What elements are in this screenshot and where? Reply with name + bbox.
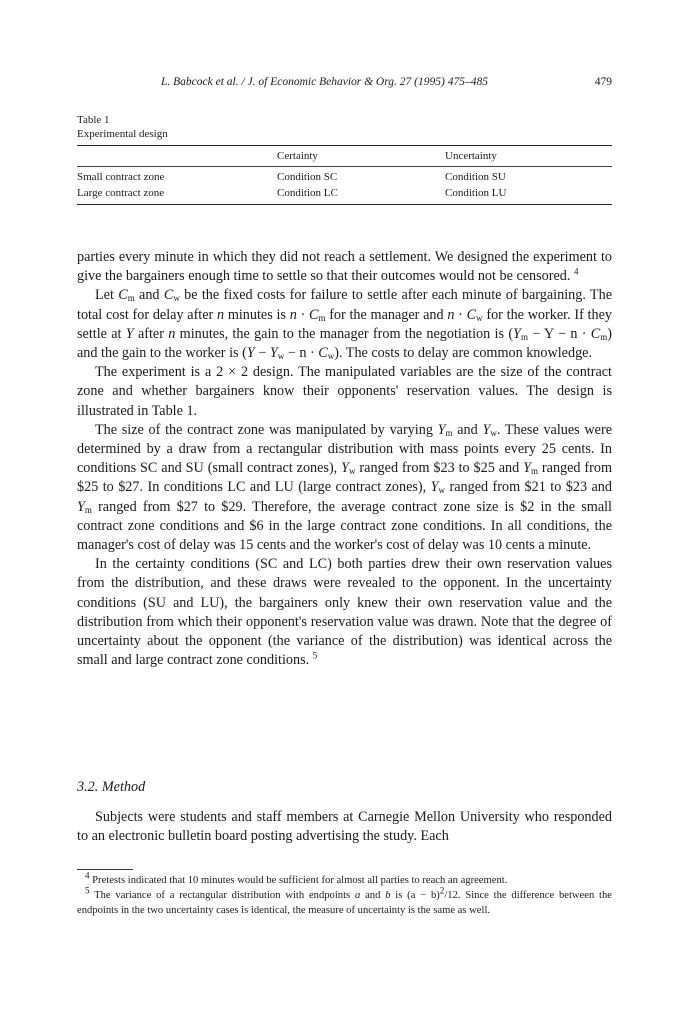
paragraph: parties every minute in which they did not reach a settlement. We designed the experiment to give the bargainers enough time to settle so that their outcomes would not be censored. $^4$ (77, 249, 612, 285)
table-header-rule (77, 166, 612, 167)
table-row (77, 170, 612, 184)
column-header: Uncertainty (445, 150, 497, 162)
paragraph: In the certainty conditions (SC and LC) both parties drew their own reservation values from the distribution, and these draws were revealed to the opponent. In the uncertainty conditions (SU and LU), the bargainers only knew their own reservation value and the distribution from which their opponent's reservation value was drawn. Note that the degree of uncertainty about the opponent (the variance of the distribution) was identical across the small and large contract zone conditions. $^5$ (77, 556, 612, 669)
section-body (77, 808, 612, 846)
footnote-ref: 5 (312, 650, 318, 661)
paragraph: Subjects were students and staff members at Carnegie Mellon University who responded to an electronic bulletin board posting advertising the study. Each (77, 809, 612, 845)
running-head-title: L. Babcock et al. / J. of Economic Behavior & Org. 27 (1995) 475–485 (161, 76, 488, 88)
footnote-ref: 4 (573, 266, 579, 277)
footnotes (77, 870, 612, 918)
row-label: Small contract zone (77, 171, 165, 183)
table-cell: Condition LU (445, 187, 507, 199)
table-cell: Condition SU (445, 171, 506, 183)
body-text (77, 248, 612, 670)
paragraph: The size of the contract zone was manipulated by varying $Y_m$ and $Y_w$. These values were determined by a draw from a rectangular distribution with mass points every 25 cents. In conditions SC and SU (small contract zones), $Y_w$ ranged from $23 to $25 and $Y_m$ ranged from $25 to $27. In conditions LC and LU (large contract zones), $Y_w$ ranged from $21 to $23 and $Y_m$ ranged from $27 to $29. Therefore, the average contract zone size is $2 in the small contract zone conditions and $6 in the large contract zone conditions. In all conditions, the manager's cost of delay was 15 cents and the worker's cost of delay was 10 cents a minute. (77, 421, 612, 554)
page-number: 479 (594, 76, 612, 88)
column-header: Certainty (277, 150, 318, 162)
table-bottom-rule (77, 204, 612, 205)
footnote: $^5$ The variance of a rectangular distribution with endpoints a and b is $(a - b)^2/12$. Since the difference between the endpoints in the two uncertainty cases is identical, the measure of uncertainty is the same as well. (77, 885, 612, 916)
footnote: $^4$ Pretests indicated that 10 minutes would be sufficient for almost all parties to reach an agreement. (85, 870, 508, 886)
table-top-rule (77, 145, 612, 146)
table-header-row (77, 149, 612, 163)
paragraph: Let $C_m$ and $C_w$ be the fixed costs for failure to settle after each minute of bargaining. The total cost for delay after n minutes is $n \cdot C_m$ for the manager and $n \cdot C_w$ for the worker. If they settle at Y after n minutes, the gain to the manager from the negotiation is $(Y_m - Y - n \cdot C_m)$ and the gain to the worker is $(Y - Y_w - n \cdot C_w)$. The costs to delay are common knowledge. (77, 287, 612, 362)
paragraph: The experiment is a 2 × 2 design. The manipulated variables are the size of the contract zone and whether bargainers know their opponents' reservation values. The design is illustrated in Table 1. (77, 364, 612, 419)
section-heading: 3.2. Method (77, 779, 146, 795)
table-row (77, 186, 612, 200)
table-title: Experimental design (77, 128, 168, 140)
table-label: Table 1 (77, 114, 110, 126)
table-cell: Condition LC (277, 187, 338, 199)
table-1 (77, 113, 612, 205)
table-cell: Condition SC (277, 171, 338, 183)
row-label: Large contract zone (77, 187, 165, 199)
